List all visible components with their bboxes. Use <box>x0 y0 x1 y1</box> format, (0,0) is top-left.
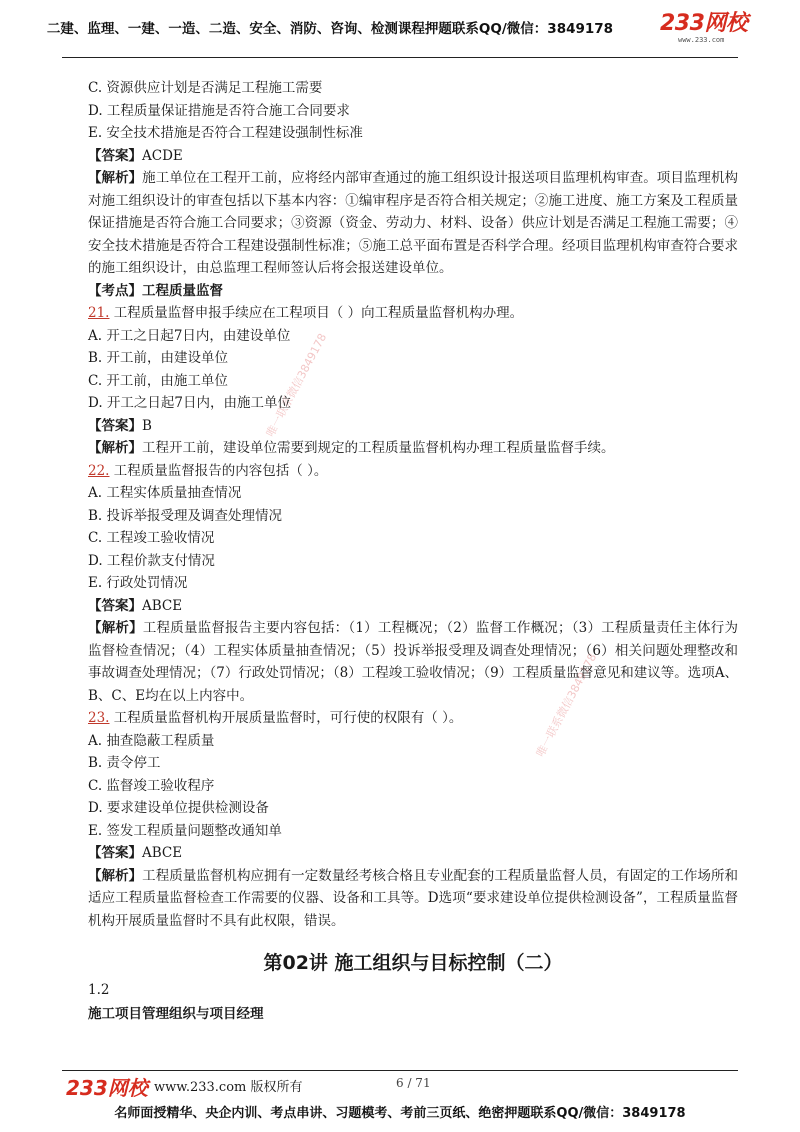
question-text: 工程质量监督机构开展质量监督时，可行使的权限有（ ）。 <box>113 710 463 726</box>
header-logo <box>660 12 770 52</box>
explanation-text: 工程质量监督报告主要内容包括：（1）工程概况；（2）监督工作概况；（3）工程质量责任主体行为监督检查情况；（4）工程实体质量抽查情况；（5）投诉举报受理及调查处理情况；（6）相关问题处理整改和事故调查处理情况；（7）行政处罚情况；（8）工程竣工验收情况；（9）工程质量监督意见和建议等。选项A、B、C、E均在以上内容中。 <box>88 620 738 704</box>
explanation-23 <box>88 865 738 933</box>
explanation-20 <box>88 167 738 280</box>
subsection-title: 施工项目管理组织与项目经理 <box>88 1006 264 1022</box>
explanation-text: 施工单位在工程开工前，应将经内部审查通过的施工组织设计报送项目监理机构审查。项目监理机构对施工组织设计的审查包括以下基本内容：①编审程序是否符合相关规定；②施工进度、施工方案及工程质量保证措施是否符合施工合同要求；③资源（资金、劳动力、材料、设备）供应计划是否满足工程施工需要；④安全技术措施是否符合工程建设强制性标准；⑤施工总平面布置是否科学合理。经项目监理机构审查符合要求的施工组织设计，由总监理工程师签认后将会报送建设单位。 <box>88 170 739 276</box>
logo-url: www.233.com <box>678 36 725 44</box>
explanation-label: 【解析】 <box>88 440 142 456</box>
q23-option-d: D. 要求建设单位提供检测设备 <box>88 800 269 816</box>
explanation-label: 【解析】 <box>88 620 143 636</box>
key-point-text: 工程质量监督 <box>142 282 223 299</box>
q21-option-d: D. 开工之日起7日内，由施工单位 <box>88 395 292 411</box>
option-c: C. 资源供应计划是否满足工程施工需要 <box>88 80 323 96</box>
answer-value: ACDE <box>142 147 183 164</box>
q22-option-c: C. 工程竣工验收情况 <box>88 530 215 546</box>
header-divider <box>62 57 738 58</box>
q22-option-b: B. 投诉举报受理及调查处理情况 <box>88 507 283 524</box>
answer-label: 【答案】 <box>88 845 142 861</box>
question-number: 22. <box>88 462 110 479</box>
answer-21 <box>88 415 738 438</box>
option-e: E. 安全技术措施是否符合工程建设强制性标准 <box>88 125 363 141</box>
answer-label: 【答案】 <box>88 417 142 434</box>
option-d: D. 工程质量保证措施是否符合施工合同要求 <box>88 102 350 119</box>
question-text: 工程质量监督申报手续应在工程项目（ ）向工程质量监督机构办理。 <box>113 305 524 321</box>
q21-option-a: A. 开工之日起7日内，由建设单位 <box>88 327 291 344</box>
answer-22 <box>88 595 738 618</box>
q21-option-c: C. 开工前，由施工单位 <box>88 372 228 389</box>
question-number: 21. <box>88 305 110 321</box>
answer-value: ABCE <box>142 845 183 861</box>
footer-logo: 233网校 <box>66 1076 148 1100</box>
answer-value: B <box>142 417 152 434</box>
q23-option-b: B. 责令停工 <box>88 755 161 771</box>
answer-value: ABCE <box>142 597 183 614</box>
question-23 <box>88 707 738 730</box>
question-number: 23. <box>88 710 110 726</box>
q22-option-a: A. 工程实体质量抽查情况 <box>88 485 242 501</box>
watermark-2: 唯一联系微信3849178 <box>533 651 600 760</box>
footer-divider <box>62 1070 738 1071</box>
explanation-text: 工程质量监督机构应拥有一定数量经考核合格且专业配套的工程质量监督人员，有固定的工作场所和适应工程质量监督检查工作需要的仪器、设备和工具等。D选项“要求建设单位提供检测设备”，工程质量监督机构开展质量监督时不具有此权限，错误。 <box>88 867 739 929</box>
footer-contact-text: 名师面授精华、央企内训、考点串讲、习题模考、考前三页纸、绝密押题联系QQ/微信：3849178 <box>114 1106 686 1121</box>
explanation-label: 【解析】 <box>88 170 143 186</box>
answer-20 <box>88 145 738 168</box>
q23-option-a: A. 抽查隐蔽工程质量 <box>88 732 215 749</box>
answer-23 <box>88 842 738 865</box>
document-body <box>88 77 738 1026</box>
q22-option-d: D. 工程价款支付情况 <box>88 552 215 569</box>
q21-option-b: B. 开工前，由建设单位 <box>88 350 229 366</box>
q23-option-e: E. 签发工程质量问题整改通知单 <box>88 822 282 839</box>
key-point-label: 【考点】 <box>88 282 142 299</box>
explanation-21 <box>88 437 738 460</box>
key-point <box>88 280 738 303</box>
page-number: 6 / 71 <box>396 1076 431 1090</box>
explanation-text: 工程开工前，建设单位需要到规定的工程质量监督机构办理工程质量监督手续。 <box>142 440 615 456</box>
header-contact-text: 二建、监理、一建、一造、二造、安全、消防、咨询、检测课程押题联系QQ/微信：3849178 <box>46 21 614 37</box>
q23-option-c: C. 监督竣工验收程序 <box>88 777 215 794</box>
footer-site: www.233.com 版权所有 <box>154 1080 303 1095</box>
watermark-1: 唯一联系微信3849178 <box>263 331 330 440</box>
q22-option-e: E. 行政处罚情况 <box>88 575 188 591</box>
question-22 <box>88 460 738 483</box>
explanation-label: 【解析】 <box>88 867 143 884</box>
logo-233: 233网校 <box>660 11 748 36</box>
question-text: 工程质量监督报告的内容包括（ ）。 <box>113 462 328 479</box>
section-title: 第02讲 施工组织与目标控制（二） <box>263 952 563 974</box>
subsection-number: 1.2 <box>88 982 110 998</box>
answer-label: 【答案】 <box>88 147 142 164</box>
question-21 <box>88 302 738 325</box>
explanation-22 <box>88 617 738 707</box>
answer-label: 【答案】 <box>88 597 142 614</box>
